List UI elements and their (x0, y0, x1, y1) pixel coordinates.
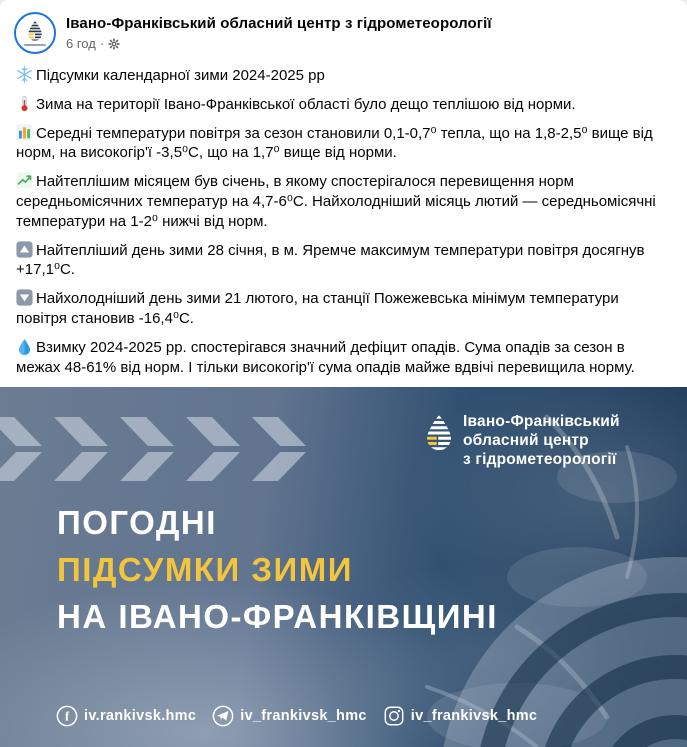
paragraph (16, 124, 671, 164)
thermometer-icon (16, 95, 33, 112)
avatar-text-line (24, 44, 46, 46)
paragraph-text: Взимку 2024-2025 рр. спостерігався значний дефіцит опадів. Сума опадів за сезон в межах 48-61% від норм. І тільки високогір'ї сума опадів майже вдвічі перевищила норму. (16, 338, 635, 376)
instagram-icon (383, 705, 405, 727)
image-social-row (56, 705, 553, 727)
image-title (57, 499, 498, 640)
logo-line: обласний центр (463, 432, 589, 450)
down-button-icon (16, 289, 33, 306)
telegram-icon (212, 705, 234, 727)
post-text (0, 58, 687, 387)
social-handle: iv.rankivsk.hmc (84, 708, 197, 725)
social-handle: iv_frankivsk_hmc (240, 708, 367, 725)
avatar[interactable] (14, 12, 56, 54)
social-item-telegram (212, 705, 367, 727)
paragraph (16, 241, 671, 281)
paragraph-text: Найхолодніший день зими 21 лютого, на станції Пожежевська мінімум температури повітря становив -16,4⁰С. (16, 290, 619, 327)
logo-line: з гідрометеорології (463, 451, 617, 469)
image-logo-text (463, 412, 620, 469)
paragraph (16, 338, 671, 378)
snowflake-icon (16, 66, 33, 83)
paragraph-text: Підсумки календарної зими 2024-2025 рр (36, 67, 325, 84)
image-logo (424, 412, 620, 469)
paragraph (16, 95, 671, 115)
title-line-1: ПОГОДНІ (57, 504, 217, 542)
paragraph (16, 172, 671, 231)
chevron-pattern-icon (0, 417, 318, 481)
trend-up-icon (16, 172, 33, 189)
social-item-facebook (56, 705, 196, 727)
post-meta (66, 36, 492, 52)
up-button-icon (16, 241, 33, 258)
page-name-link[interactable]: Івано-Франківський обласний центр з гідрометеорології (66, 15, 492, 32)
title-line-3: НА ІВАНО-ФРАНКІВЩИНІ (57, 598, 498, 636)
header-texts (66, 14, 492, 52)
hydromet-drop-logo-icon (424, 412, 454, 454)
bar-chart-icon (16, 124, 33, 141)
paragraph-text: Зима на території Івано-Франківської області було дещо теплішою від норми. (36, 95, 576, 113)
post-header (0, 0, 687, 58)
paragraph-text: Найтепліший день зими 28 січня, в м. Яремче максимум температури повітря досягнув +17,1⁰С. (16, 241, 645, 279)
droplet-icon (16, 338, 33, 355)
svg-text:f: f (64, 709, 70, 724)
paragraph (16, 289, 671, 329)
facebook-icon (56, 705, 78, 727)
logo-line: Івано-Франківський (463, 413, 620, 431)
hydromet-drop-logo-icon (26, 20, 44, 42)
social-item-instagram (383, 705, 538, 727)
paragraph-text: Найтеплішим місяцем був січень, в якому спостерігалося перевищення норм середньомісячних температур на 4,7-6⁰С. Найхолодніший місяць лютий — середньомісячні температури на 1-2⁰ нижчі від норм. (16, 173, 656, 230)
title-line-2: ПІДСУМКИ ЗИМИ (57, 551, 353, 589)
post-image[interactable] (0, 387, 687, 747)
social-handle: iv_frankivsk_hmc (410, 708, 538, 725)
timestamp[interactable]: 6 год (66, 36, 96, 51)
paragraph (16, 66, 671, 86)
privacy-gear-icon (108, 38, 120, 50)
paragraph-text: Середні температури повітря за сезон становили 0,1-0,7⁰ тепла, що на 1,8-2,5⁰ вище від норм, на високогір'ї -3,5⁰С, що на 1,7⁰ вище від норми. (16, 124, 653, 162)
meta-separator: · (99, 36, 105, 51)
